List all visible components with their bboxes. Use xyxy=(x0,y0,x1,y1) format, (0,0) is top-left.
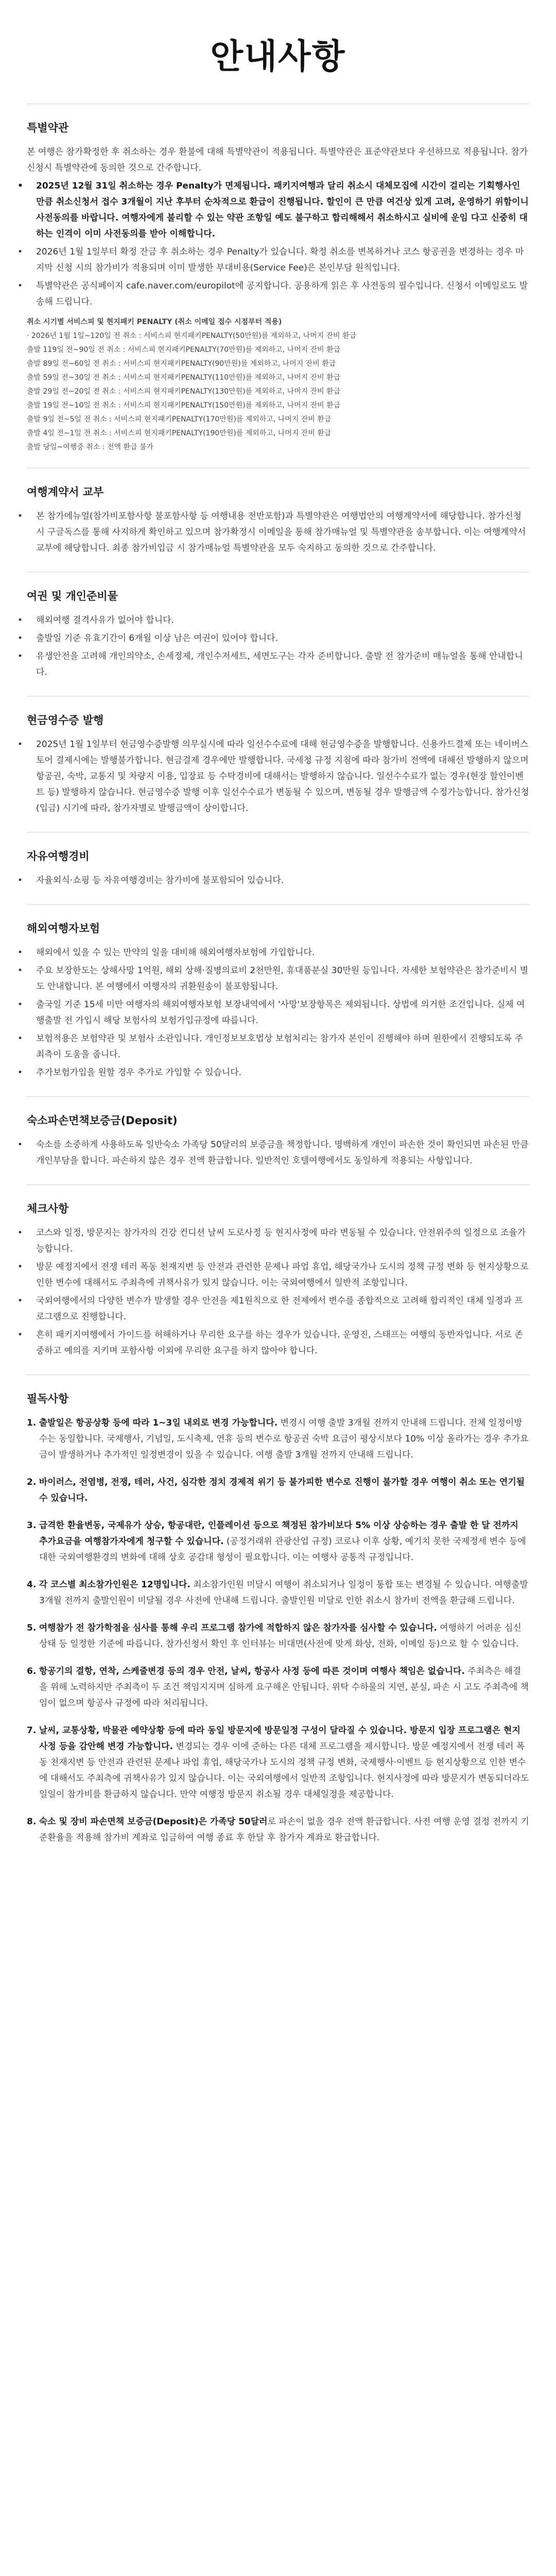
section xyxy=(18,104,529,468)
item-lead: 출발일은 항공상황 등에 따라 1~3일 내외로 변경 가능합니다. xyxy=(39,1418,278,1428)
paragraph-text: 주요 보장한도는 상해사망 1억원, 해외 상해·질병의료비 2천만원, 휴대품분실 30만원 등입니다. 자세한 보험약관은 참가준비시 별도 안내합니다. 본 여행에서 여행자의 귀환원송이 불포함됩니다. xyxy=(36,965,529,992)
paragraph xyxy=(18,178,529,242)
numbered-item xyxy=(27,1620,529,1652)
bullet-mark: • xyxy=(18,651,23,662)
bullet-mark: • xyxy=(18,1296,23,1306)
section-heading: 자유여행경비 xyxy=(27,850,90,862)
item-number: 3. xyxy=(27,1520,37,1531)
section-heading: 여행계약서 교부 xyxy=(27,486,104,498)
bullet-mark: • xyxy=(18,1067,23,1078)
numbered-item xyxy=(27,1577,529,1609)
numbered-item xyxy=(27,1664,529,1711)
paragraph-text: 보험적용은 보험약관 및 보험사 소관입니다. 개인정보보호법상 보험처리는 참가자 본인이 진행해야 하며 원한에서 진행되도록 주최측이 도움을 줍니다. xyxy=(36,1033,524,1060)
section-heading: 필독사항 xyxy=(27,1393,69,1405)
paragraph xyxy=(18,997,529,1029)
item-number: 4. xyxy=(27,1580,37,1590)
paragraph xyxy=(27,144,529,176)
penalty-line: 출발 19일 전~10일 전 취소 : 서비스피 현지패키PENALTY(150만원)를 제외하고, 나머지 잔비 환급 xyxy=(27,401,341,410)
numbered-item xyxy=(27,1723,529,1803)
item-lead: 각 코스별 최소참가인원은 12명입니다. xyxy=(39,1580,190,1590)
paragraph-text: 숙소를 소중하게 사용하도록 일반숙소 가족당 50달러의 보증금을 책정합니다. 명백하게 개인이 파손한 것이 확인되면 파손된 만큼 개인부담을 합니다. 파손하지 않은 경우 전액 환급합니다. 일반적인 호텔여행에서도 동일하게 적용되는 사항입니다. xyxy=(36,1140,529,1166)
penalty-line: 출발 4일 전~1일 전 취소 : 서비스피 현지패키PENALTY(190만원)를 제외하고, 나머지 잔비 환급 xyxy=(27,429,332,437)
section xyxy=(18,1184,529,1375)
bullet-mark: • xyxy=(18,965,23,976)
bullet-mark: • xyxy=(18,247,23,257)
paragraph-text: 방문 예정지에서 전쟁 테러 폭동 천재지변 등 안전과 관련한 문제나 파업 휴업, 해당국가나 도시의 정책 규정 변화 등 현지상황으로 인한 변수에 대해서도 주최측에 귀책사유가 있지 않습니다. 이는 국외여행에서 일반적 조항입니다. xyxy=(36,1262,529,1288)
penalty-subheading: 취소 시기별 서비스피 및 현지패키 PENALTY (취소 이메일 접수 시점부터 적용) xyxy=(27,318,282,326)
section-heading: 체크사항 xyxy=(27,1202,69,1215)
section-heading: 숙소파손면책보증금(Deposit) xyxy=(27,1114,178,1127)
paragraph xyxy=(18,631,529,647)
paragraph-text: 자율외식·쇼핑 등 자유여행경비는 참가비에 불포함되어 있습니다. xyxy=(36,875,284,886)
paragraph xyxy=(18,244,529,276)
item-number: 7. xyxy=(27,1725,37,1736)
paragraph xyxy=(18,737,529,817)
paragraph-text: 본 참가에뉴얼(참가비포함사항 불포함사항 등 여행내용 전반포함)과 특별약관은 여행법안의 여행계약서에 해당합니다. 참가신청 시 구글독스를 통해 사지하게 확인하고 있으며 참가확정시 이메일을 통해 참가매뉴얼 및 특별약관을 송부합니다. 이는 여행계약서 교부에 해당합니다. 최종 참가비입금 시 참가매뉴얼 특별약관을 모두 숙지하고 동의한 것으로 간주합니다. xyxy=(36,511,526,553)
paragraph-text: 추가보험가입을 원할 경우 추가로 가입할 수 있습니다. xyxy=(36,1067,242,1078)
paragraph xyxy=(18,963,529,995)
paragraph-text: 흔히 패키지여행에서 가이드를 허해하거나 무리한 요구를 하는 경우가 있습니다. 운영진, 스태프는 여행의 동반자입니다. 서로 존중하고 예의를 지키며 포함사항 이외에 무리한 요구를 하지 않아야 합니다. xyxy=(36,1330,523,1356)
section xyxy=(18,572,529,696)
bullet-mark: • xyxy=(18,181,23,191)
bullet-mark: • xyxy=(18,875,23,886)
bullet-mark: • xyxy=(18,1228,23,1238)
item-text: 주최측은 해결을 위해 노력하지만 주최측이 두 조건 책임지지며 심하게 요구해온 안됩니다. 위탁 수하물의 지연, 분실, 파손 시 고도 주최측에 책임이 없으며 항공사 규정에 따라 처리됩니다. xyxy=(39,1666,529,1708)
page-title: 안내사항 xyxy=(210,37,346,76)
paragraph-text: 특별약관은 공식페이지 cafe.naver.com/europilot에 공지합니다. 공용하게 읽은 후 사전동의 필수입니다. 신청서 이메일로도 발송해 드립니다. xyxy=(36,281,528,307)
paragraph-text: 해외여행 결격사유가 없어야 합니다. xyxy=(36,615,174,625)
section-heading: 해외여행자보험 xyxy=(27,922,100,935)
item-text: 변경시 여행 출발 3개월 전까지 안내해 드립니다. 전체 일정이방수는 동일합니다. 국제행사, 기념일, 도시축제, 연휴 등의 변수로 항공권 숙박 요금이 평상시보다 10% 이상 올라가는 경우 추가요금이 발생하거나 추가적인 일정변경이 있을 수 있습니다. 여행 출발 3개월 전까지 안내해 드립니다. xyxy=(39,1418,529,1460)
penalty-line: 출발 당일~여행중 취소 : 전액 환급 불가 xyxy=(27,443,154,451)
paragraph-text: 해외에서 있을 수 있는 만약의 일을 대비해 해외여행자보험에 가입합니다. xyxy=(36,947,315,958)
bullet-mark: • xyxy=(18,1033,23,1044)
paragraph-text: 본 여행은 참가확정한 후 취소하는 경우 환불에 대해 특별약관이 적용됩니다. 특별약관은 표준약관보다 우선하므로 적용됩니다. 참가신청시 특별약관에 동의한 것으로 간주합니다. xyxy=(27,147,528,173)
item-text: (공정거래위 관광산업 규정) 코로나 이후 상황, 예기치 못한 국제정세 변수 등에 대한 국외여행환경의 변화에 대해 상호 공감대 형성이 필요합니다. 이는 여행사 공통적 규정입니다. xyxy=(39,1536,526,1563)
bullet-mark: • xyxy=(18,511,23,521)
item-number: 2. xyxy=(27,1477,37,1487)
bullet-mark: • xyxy=(18,633,23,643)
bullet-mark: • xyxy=(18,1262,23,1272)
bullet-mark: • xyxy=(18,1140,23,1150)
section-heading: 특별약관 xyxy=(27,122,69,134)
item-lead: 바이러스, 전염병, 전쟁, 테러, 사건, 심각한 정치 경제적 위기 등 불가피한 변수로 진행이 불가할 경우 여행이 취소 또는 연기될 수 있습니다. xyxy=(39,1477,525,1503)
paragraph-text: 국외여행에서의 다양한 변수가 발생할 경우 안전을 제1원칙으로 한 전제에서 변수를 종합적으로 고려해 합리적인 대체 일정과 프로그램으로 진행합니다. xyxy=(36,1296,523,1322)
bullet-mark: • xyxy=(18,1330,23,1340)
penalty-line: 출발 29일 전~20일 전 취소 : 서비스피 현지패키PENALTY(130만원)를 제외하고, 나머지 잔비 환급 xyxy=(27,387,341,396)
item-number: 6. xyxy=(27,1666,37,1676)
paragraph-text: 2026년 1월 1일부터 확정 잔금 후 취소하는 경우 Penalty가 있습니다. 확정 취소를 변복하거나 코스 항공권을 변경하는 경우 마지막 신청 시의 참가비가 적용되며 이미 발생한 부대비용(Service Fee)은 본인부담 원칙입니다. xyxy=(36,247,524,273)
penalty-line: 출발 119일 전~90일 전 취소 : 서비스피 현지패키PENALTY(70만원)를 제외하고, 나머지 잔비 환급 xyxy=(27,346,341,354)
item-lead: 날씨, 교통상황, 박물관 예약상황 등에 따라 동일 방문지에 방문일정 구성이 달라질 수 있습니다. 방문지 입장 프로그램은 현지 사정 등을 감안해 변경 가능합니다. xyxy=(39,1725,520,1752)
item-lead: 급격한 환율변동, 국제유가 상승, 항공대란, 인플레이션 등으로 책정된 참가비보다 5% 이상 상승하는 경우 출발 한 달 전까지 추가요금을 여행참가자에게 청구할 수 있습니다. xyxy=(39,1520,518,1547)
section-heading: 현금영수증 발행 xyxy=(27,714,104,726)
paragraph-text: 유생안전을 고려해 개인의약소, 손세정제, 개인수저세트, 세면도구는 각자 준비합니다. 출발 전 참가준비 매뉴얼을 통해 안내합니다. xyxy=(36,651,523,677)
penalty-line: 출발 9일 전~5일 전 취소 : 서비스피 현지패키PENALTY(170만원)를 제외하고, 나머지 잔비 환급 xyxy=(27,415,332,423)
item-lead: 항공기의 결항, 연착, 스케줄변경 등의 경우 안전, 날씨, 항공사 사정 등에 따른 것이며 여행사 책임은 없습니다. xyxy=(39,1666,465,1676)
item-text: 변경되는 경우 이에 준하는 다른 대체 프로그램을 제시합니다. 방문 예정지에서 전쟁 테러 폭동 천재지변 등 안전과 관련된 문제나 파업 휴업, 해당국가나 도시의 정책 규정 변화, 국제행사·이벤트 등 현지상황으로 인한 변수에 대해서도 주최측에 귀책사유가 있지 않습니다. 이는 국외여행에서 일반적 조항입니다. 현지사정에 따라 방문지가 변동되더라도 일일이 참가비를 환급하지 않습니다. 만약 여행정 방문지 취소될 경우 대체일정을 제공합니다. xyxy=(39,1741,529,1800)
paragraph xyxy=(18,1259,529,1291)
paragraph-text: 2025년 12월 31일 취소하는 경우 Penalty가 면제됩니다. 패키지여행과 달리 취소시 대체모집에 시간이 걸리는 기획행사인 만큼 취소신청서 접수 3개월이 지난 후부터 순차적으로 환급이 진행됩니다. 할인이 큰 만큼 여건상 있게 고려, 운영하기 위함이니 사전동의를 바랍니다. 여행자에게 불리할 수 있는 약관 조항일 예도 불구하고 합리해해서 취소하시고 실비에 운임 다고 신중히 대하는 인격이 이미 사전동의를 받아 이해합니다. xyxy=(36,181,529,239)
item-text: 로 파손이 없을 경우 전액 환급합니다. 사전 여행 운영 결정 전까지 기준환율을 적용해 참가비 계좌로 입금하여 여행 종료 후 한달 후 참가자 계좌로 환급합니다. xyxy=(39,1817,529,1843)
bullet-mark: • xyxy=(18,739,23,750)
paragraph xyxy=(18,1031,529,1063)
section xyxy=(18,904,529,1096)
penalty-line: · 2026년 1월 1일~120일 전 취소 : 서비스피 현지패키PENALTY(50만원)를 제외하고, 나머지 잔비 환급 xyxy=(27,332,357,340)
numbered-item xyxy=(27,1475,529,1506)
paragraph xyxy=(18,649,529,681)
paragraph xyxy=(18,1137,529,1169)
sections-container xyxy=(18,104,529,1375)
paragraph xyxy=(18,1327,529,1359)
section xyxy=(18,468,529,572)
section-heading: 여권 및 개인준비물 xyxy=(27,590,118,602)
section xyxy=(18,696,529,832)
item-lead: 여행참가 전 참가학점을 심사를 통해 우리 프로그램 참가에 적합하지 않은 참가자를 심사할 수 있습니다. xyxy=(39,1623,437,1633)
paragraph-text: 출발일 기준 유효기간이 6개월 이상 남은 여권이 있어야 합니다. xyxy=(36,633,278,643)
paragraph xyxy=(18,1293,529,1325)
penalty-line: 출발 59일 전~30일 전 취소 : 서비스피 현지패키PENALTY(110만원)를 제외하고, 나머지 잔비 환급 xyxy=(27,374,341,382)
item-text: 여행하기 어려운 심신상태 등 일정한 기준에 따릅니다. 참가신청서 확인 후 인터뷰는 비대면(사전에 맞게 화상, 전화, 이메일 등)으로 할 수 있습니다. xyxy=(39,1623,522,1649)
item-number: 1. xyxy=(27,1418,37,1428)
item-text: 최소참가인원 미달시 여행이 취소되거나 일정이 통합 또는 변경될 수 있습니다. 여행출발 3개월 전까지 출발인원이 미달될 경우 사전에 안내해 드립니다. 출발인원 미달로 인한 취소시 참가비 전액을 환급해 드립니다. xyxy=(39,1580,528,1606)
numbered-item xyxy=(27,1415,529,1463)
numbered-item xyxy=(27,1518,529,1566)
numbered-list xyxy=(27,1415,529,1846)
paragraph-text: 출국일 기준 15세 미만 여행자의 해외여행자보험 보장내역에서 '사망'보장항목은 제외됩니다. 상법에 의거한 조건입니다. 실제 여행출발 전 가입시 해당 보험사의 보험가입규정에 따릅니다. xyxy=(36,999,525,1026)
paragraph xyxy=(18,1225,529,1257)
section xyxy=(18,1096,529,1184)
paragraph xyxy=(18,509,529,556)
paragraph xyxy=(18,613,529,629)
paragraph-text: 코스와 일정, 방문지는 참가자의 건강 컨디션 날씨 도로사정 등 현지사정에 따라 변동될 수 있습니다. 안전위주의 일정으로 조율가능합니다. xyxy=(36,1228,526,1254)
bullet-mark: • xyxy=(18,947,23,958)
paragraph xyxy=(18,873,529,889)
penalty-line: 출발 89일 전~60일 전 취소 : 서비스피 현지패키PENALTY(90만원)를 제외하고, 나머지 잔비 환급 xyxy=(27,360,336,368)
section xyxy=(18,832,529,904)
item-lead: 숙소 및 장비 파손면책 보증금(Deposit)은 가족당 50달러 xyxy=(39,1817,268,1827)
paragraph xyxy=(18,278,529,310)
paragraph-text: 2025년 1월 1일부터 현금영수증발행 의무실시에 따라 일선수수료에 대해 현금영수증을 발행합니다. 신용카드결제 또는 네이버스토어 결제시에는 발행불가합니다. 현금결제 경우에만 발행합니다. 국세청 규정 지침에 따라 참가비 전액에 대해선 발행하지 않으며 항공권, 숙박, 교통지 및 차량지 이용, 입장료 등 수탁경비에 대해서는 발행하지 않습니다. 일선수수료가 없는 경우(현장 할인이벤트 등) 발행하지 않습니다. 현금영수증 발행 이후 일선수수료가 변동될 수 있으며, 변동될 경우 발행금액 수정가능합니다. 참가신청(입금) 시기에 따라, 참가자별로 발행금액이 상이합니다. xyxy=(36,739,529,814)
section-required-reading xyxy=(27,1375,529,1871)
paragraph xyxy=(18,1065,529,1081)
paragraph xyxy=(18,945,529,961)
bullet-mark: • xyxy=(18,281,23,291)
bullet-mark: • xyxy=(18,999,23,1010)
bullet-mark: • xyxy=(18,615,23,625)
item-number: 8. xyxy=(27,1817,37,1827)
numbered-item xyxy=(27,1814,529,1846)
item-number: 5. xyxy=(27,1623,37,1633)
